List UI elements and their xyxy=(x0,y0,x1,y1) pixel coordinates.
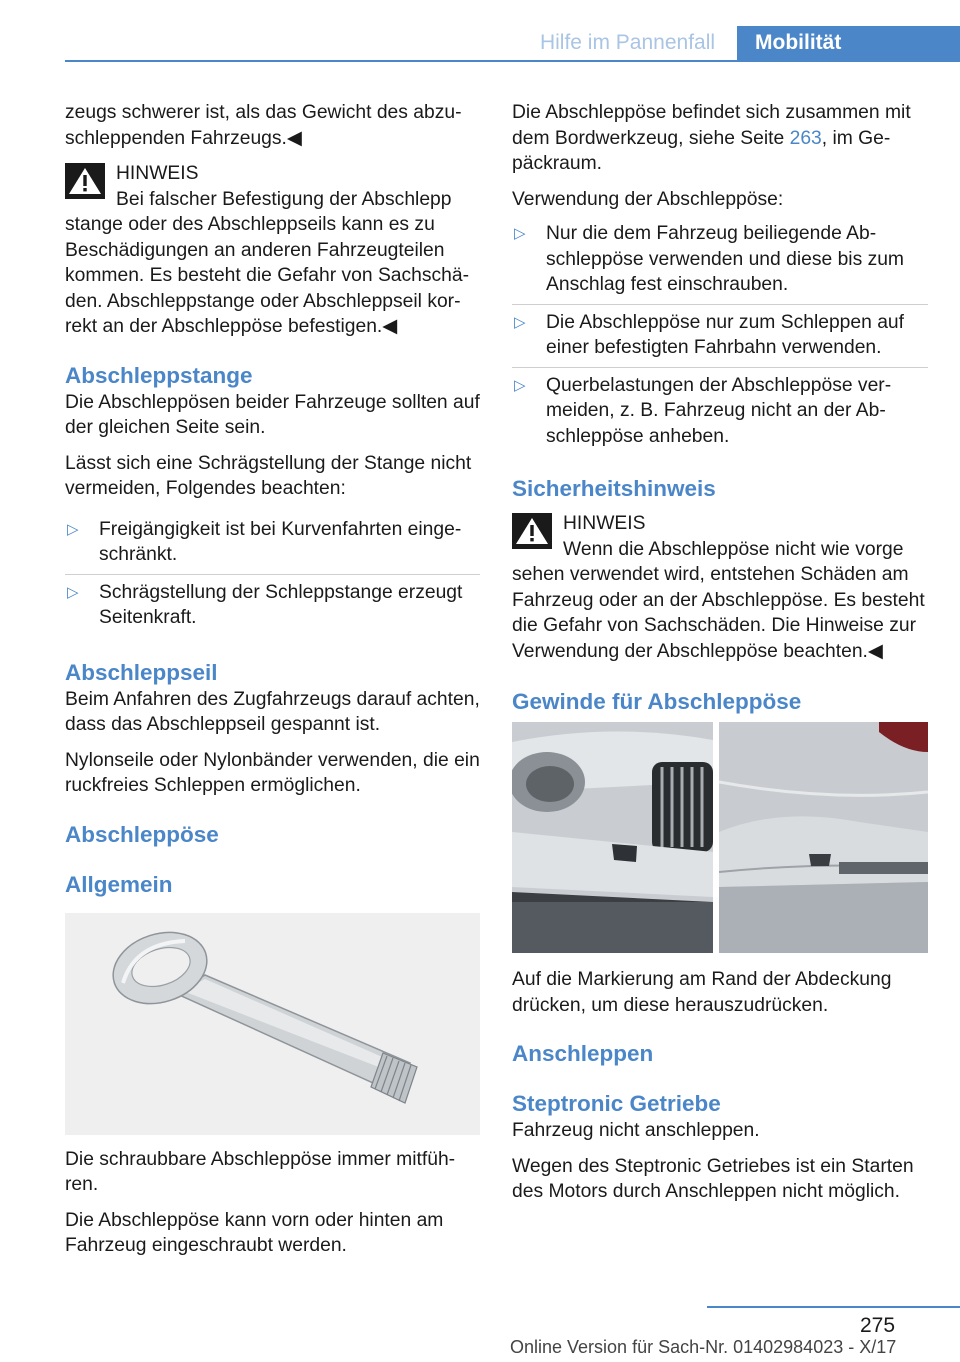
caption: Die schraubbare Abschleppöse immer mitführen. xyxy=(65,1148,456,1195)
paragraph: Nylonseile oder Nylonbänder verwenden, die ein ruckfreies Schleppen ermöglichen. xyxy=(65,749,480,796)
heading-abschleppoese: Abschleppöse xyxy=(65,821,219,847)
paragraph: Wegen des Steptronic Getriebes ist ein Starten des Motors durch Anschleppen nicht möglich. xyxy=(512,1155,914,1202)
triangle-right-icon: ▷ xyxy=(67,583,79,601)
right-column xyxy=(512,100,928,1215)
list-item xyxy=(65,512,480,575)
warning-triangle-icon xyxy=(65,163,105,199)
warning-box xyxy=(65,161,480,340)
warning-box xyxy=(512,511,928,664)
left-column xyxy=(65,100,480,1269)
paragraph-text: Die Abschleppöse befindet sich zusammen mit dem Bordwerkzeug, siehe Seite xyxy=(512,102,911,149)
footer-rule xyxy=(707,1306,960,1308)
front-bumper-illustration xyxy=(512,722,713,953)
list-item-text: Freigängigkeit ist bei Kurvenfahrten eingeschränkt. xyxy=(99,518,462,565)
paragraph: Die Abschleppöse kann vorn oder hinten am Fahrzeug eingeschraubt werden. xyxy=(65,1209,444,1256)
header-rule xyxy=(65,60,960,62)
list-item-text: Schrägstellung der Schleppstange erzeugt Seitenkraft. xyxy=(99,581,463,628)
paragraph: Beim Anfahren des Zugfahrzeugs darauf achten, dass das Abschleppseil gespannt ist. xyxy=(65,688,480,735)
heading-allgemein: Allgemein xyxy=(65,871,173,897)
warning-title: HINWEIS xyxy=(563,513,646,534)
list-item-text: Nur die dem Fahrzeug beiliegende Abschleppöse verwenden und diese bis zum Anschlag fest einschrauben. xyxy=(546,223,904,295)
triangle-right-icon: ▷ xyxy=(514,313,526,331)
bullet-list xyxy=(65,512,480,637)
header-section-tab[interactable]: Hilfe im Pannenfall xyxy=(539,31,716,54)
front-bumper-photo xyxy=(512,722,713,953)
warning-text-first: Wenn die Abschleppöse nicht wie vorge xyxy=(563,538,904,560)
header-chapter-tab[interactable]: Mobilität xyxy=(737,26,960,60)
triangle-right-icon: ▷ xyxy=(514,376,526,394)
warning-text: stange oder des Abschleppseils kann es zu Beschädigungen an anderen Fahrzeugteilen kommen. Es besteht die Gefahr von Sachschäden. Abschleppstange oder Abschleppseil korrekt an der Abschleppöse befestigen.◀ xyxy=(65,214,470,337)
rear-bumper-photo xyxy=(719,722,928,953)
triangle-right-icon: ▷ xyxy=(67,520,79,538)
bullet-list xyxy=(512,216,928,455)
bumper-photos xyxy=(512,722,928,953)
list-item-text: Die Abschleppöse nur zum Schleppen auf einer befestigten Fahrbahn verwenden. xyxy=(546,311,905,358)
paragraph-text: , im Gepäckraum. xyxy=(512,127,891,174)
warning-triangle-icon xyxy=(512,513,552,549)
list-item xyxy=(512,305,928,368)
paragraph: Fahrzeug nicht anschleppen. xyxy=(512,1120,760,1141)
page-link[interactable]: 263 xyxy=(789,127,822,149)
rear-bumper-illustration xyxy=(719,722,928,953)
list-item xyxy=(65,575,480,637)
warning-text: sehen verwendet wird, entstehen Schäden am Fahrzeug oder an der Abschleppöse. Es besteht die Gefahr von Sachschäden. Die Hinweise zur Verwendung der Abschleppöse beachten.◀ xyxy=(512,564,925,662)
heading-gewinde: Gewinde für Abschleppöse xyxy=(512,689,802,714)
tow-eye-illustration xyxy=(65,913,480,1135)
paragraph: Die Abschleppösen beider Fahrzeuge sollten auf der gleichen Seite sein. xyxy=(65,391,480,438)
list-item xyxy=(512,216,928,305)
heading-abschleppseil: Abschleppseil xyxy=(65,659,218,685)
triangle-right-icon: ▷ xyxy=(514,225,526,242)
tow-eye-image xyxy=(65,913,480,1135)
list-item xyxy=(512,368,928,456)
warning-text-first: Bei falscher Befestigung der Abschlepp xyxy=(116,188,452,210)
heading-steptronic: Steptronic Getriebe xyxy=(512,1091,721,1116)
list-item-text: Querbelastungen der Abschleppöse vermeiden, z. B. Fahrzeug nicht an der Abschleppöse anheben. xyxy=(546,374,892,447)
paragraph: Verwendung der Abschleppöse: xyxy=(512,188,784,210)
page-number: 275 xyxy=(860,1314,896,1337)
paragraph xyxy=(512,100,928,177)
footer-text: Online Version für Sach-Nr. 01402984023 - X/17 xyxy=(510,1337,897,1357)
paragraph: zeugs schwerer ist, als das Gewicht des abzuschleppenden Fahrzeugs.◀ xyxy=(65,102,462,149)
heading-anschleppen: Anschleppen xyxy=(512,1041,654,1066)
heading-sicherheitshinweis: Sicherheitshinweis xyxy=(512,476,716,501)
paragraph: Lässt sich eine Schrägstellung der Stange nicht vermeiden, Folgendes beachten: xyxy=(65,452,472,499)
heading-abschleppstange: Abschleppstange xyxy=(65,362,253,388)
caption: Auf die Markierung am Rand der Abdeckung drücken, um diese herauszudrücken. xyxy=(512,969,892,1016)
warning-title: HINWEIS xyxy=(116,163,199,184)
